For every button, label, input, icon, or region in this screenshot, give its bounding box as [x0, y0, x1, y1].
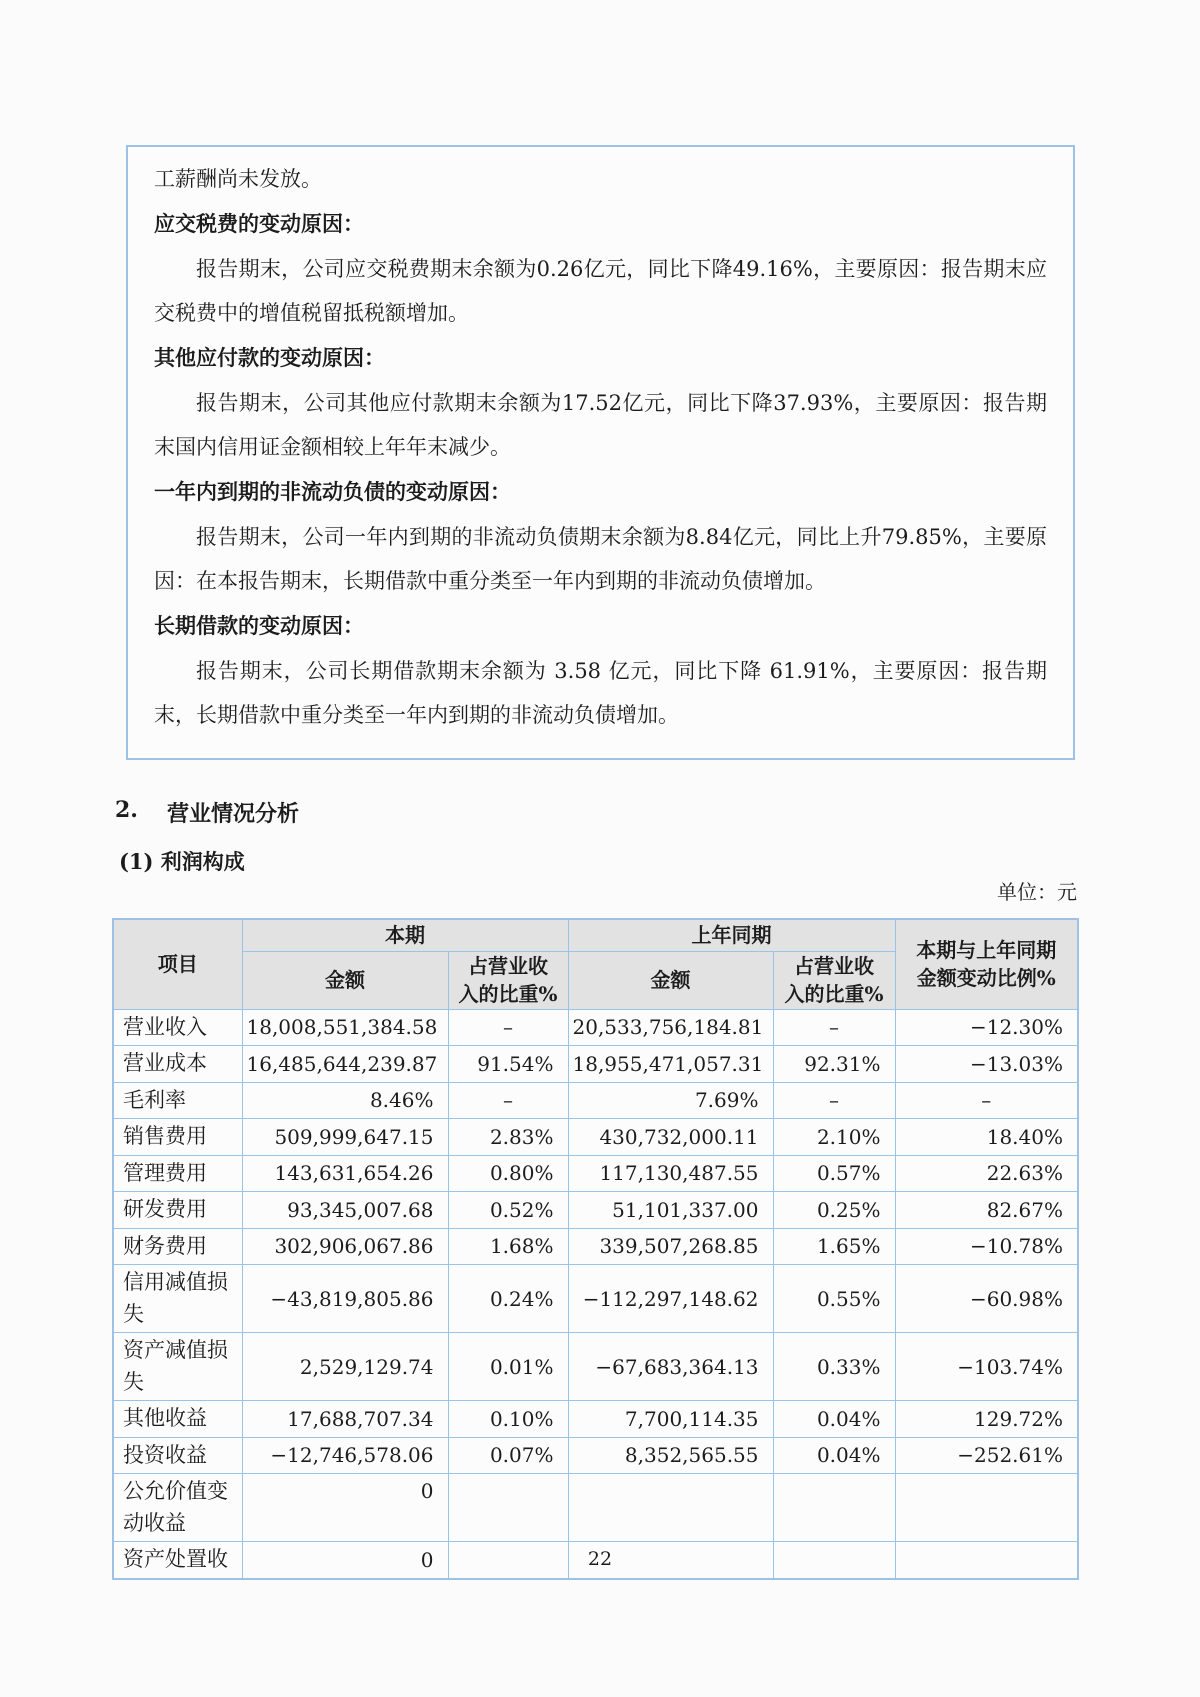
cell-cur-amount: 0 [242, 1542, 448, 1579]
cell-cur-ratio: 0.52% [448, 1192, 568, 1229]
cell-prior-ratio: 1.65% [773, 1228, 895, 1265]
cell-change: – [895, 1082, 1078, 1119]
header-current-amount: 金额 [242, 951, 448, 1009]
table-row [113, 1119, 1078, 1156]
row-item: 财务费用 [113, 1228, 242, 1265]
cell-cur-amount: 143,631,654.26 [242, 1155, 448, 1192]
row-item: 资产减值损失 [113, 1333, 242, 1401]
header-current-ratio [448, 951, 568, 1009]
cell-cur-amount: 17,688,707.34 [242, 1401, 448, 1438]
cell-cur-amount: 93,345,007.68 [242, 1192, 448, 1229]
heading-tax-payable-reason: 应交税费的变动原因： [154, 211, 364, 236]
header-item: 项目 [113, 919, 242, 1009]
table-row [113, 1046, 1078, 1083]
row-item: 研发费用 [113, 1192, 242, 1229]
paragraph-noncurrent-liabilities: 报告期末，公司一年内到期的非流动负债期末余额为8.84亿元，同比上升79.85%，主要原因：在本报告期末，长期借款中重分类至一年内到期的非流动负债增加。 [154, 525, 1047, 593]
cell-prior-amount: −112,297,148.62 [568, 1265, 773, 1333]
cell-change: −60.98% [895, 1265, 1078, 1333]
cell-cur-amount: 509,999,647.15 [242, 1119, 448, 1156]
cell-prior-amount: −67,683,364.13 [568, 1333, 773, 1401]
cell-prior-amount: 20,533,756,184.81 [568, 1009, 773, 1046]
cell-prior-ratio: 2.10% [773, 1119, 895, 1156]
cell-prior-amount: 7.69% [568, 1082, 773, 1119]
cell-prior-ratio: 0.04% [773, 1437, 895, 1474]
cell-prior-amount: 430,732,000.11 [568, 1119, 773, 1156]
cell-cur-ratio: – [448, 1009, 568, 1046]
cell-cur-ratio: 91.54% [448, 1046, 568, 1083]
cell-prior-ratio: 0.57% [773, 1155, 895, 1192]
cell-change: −13.03% [895, 1046, 1078, 1083]
header-prior-ratio-line1: 占营业收 [794, 954, 874, 978]
heading-longterm-loans-reason: 长期借款的变动原因： [154, 613, 364, 638]
cell-prior-amount: 8,352,565.55 [568, 1437, 773, 1474]
row-item: 投资收益 [113, 1437, 242, 1474]
cell-cur-amount: 16,485,644,239.87 [242, 1046, 448, 1083]
cell-change: −252.61% [895, 1437, 1078, 1474]
table-row [113, 1009, 1078, 1046]
header-current-period: 本期 [242, 919, 568, 951]
table-row [113, 1474, 1078, 1542]
header-change-ratio-line2: 金额变动比例% [916, 966, 1056, 991]
cell-prior-amount: 51,101,337.00 [568, 1192, 773, 1229]
header-prior-ratio [773, 951, 895, 1009]
cell-cur-ratio: 1.68% [448, 1228, 568, 1265]
cell-cur-ratio: 0.10% [448, 1401, 568, 1438]
cell-change: 82.67% [895, 1192, 1078, 1229]
cell-prior-amount [568, 1474, 773, 1542]
heading-other-payables-reason: 其他应付款的变动原因： [154, 345, 385, 370]
row-item: 其他收益 [113, 1401, 242, 1438]
cell-prior-amount: 18,955,471,057.31 [568, 1046, 773, 1083]
row-item: 公允价值变动收益 [113, 1474, 242, 1542]
heading-noncurrent-liabilities-reason: 一年内到期的非流动负债的变动原因： [154, 479, 511, 504]
cell-cur-amount: 302,906,067.86 [242, 1228, 448, 1265]
header-change-ratio-line1: 本期与上年同期 [916, 938, 1057, 963]
row-item: 营业成本 [113, 1046, 242, 1083]
header-current-ratio-line2: 入的比重% [458, 982, 558, 1006]
profit-composition-table [112, 918, 1079, 1580]
section-heading [115, 797, 299, 828]
cell-prior-ratio: – [773, 1082, 895, 1119]
section-number: 2. [115, 797, 138, 823]
table-row [113, 1333, 1078, 1401]
table-header-row-1 [113, 919, 1078, 951]
section-title: 营业情况分析 [167, 801, 300, 827]
cell-prior-ratio [773, 1474, 895, 1542]
cell-change: −10.78% [895, 1228, 1078, 1265]
row-item: 管理费用 [113, 1155, 242, 1192]
cell-prior-ratio: 92.31% [773, 1046, 895, 1083]
cell-prior-ratio: 0.04% [773, 1401, 895, 1438]
row-item: 资产处置收 [113, 1542, 242, 1579]
cell-cur-ratio: 0.80% [448, 1155, 568, 1192]
paragraph-tax-payable: 报告期末，公司应交税费期末余额为0.26亿元，同比下降49.16%，主要原因：报告期末应交税费中的增值税留抵税额增加。 [154, 257, 1047, 325]
cell-prior-ratio: 0.33% [773, 1333, 895, 1401]
cell-change: −103.74% [895, 1333, 1078, 1401]
paragraph-other-payables: 报告期末，公司其他应付款期末余额为17.52亿元，同比下降37.93%，主要原因：报告期末国内信用证金额相较上年年末减少。 [154, 391, 1047, 459]
cell-cur-amount: 18,008,551,384.58 [242, 1009, 448, 1046]
cell-change: 22.63% [895, 1155, 1078, 1192]
row-item: 毛利率 [113, 1082, 242, 1119]
cell-cur-ratio: 0.24% [448, 1265, 568, 1333]
unit-label: 单位：元 [997, 880, 1077, 904]
cell-prior-amount: 339,507,268.85 [568, 1228, 773, 1265]
cell-cur-ratio [448, 1474, 568, 1542]
cell-cur-amount: 2,529,129.74 [242, 1333, 448, 1401]
table-row [113, 1437, 1078, 1474]
header-current-ratio-line1: 占营业收 [468, 954, 548, 978]
change-reasons-box [126, 145, 1075, 760]
header-prior-ratio-line2: 入的比重% [784, 982, 884, 1006]
header-prior-amount: 金额 [568, 951, 773, 1009]
cell-cur-ratio: 2.83% [448, 1119, 568, 1156]
cell-prior-amount: 117,130,487.55 [568, 1155, 773, 1192]
subsection-heading: (1) 利润构成 [119, 849, 245, 874]
table-row [113, 1155, 1078, 1192]
cell-prior-ratio: 0.25% [773, 1192, 895, 1229]
cell-change: 18.40% [895, 1119, 1078, 1156]
cell-cur-amount: −12,746,578.06 [242, 1437, 448, 1474]
row-item: 信用减值损失 [113, 1265, 242, 1333]
table-row [113, 1265, 1078, 1333]
paragraph-salary-continuation: 工薪酬尚未发放。 [154, 167, 322, 191]
cell-prior-ratio: 0.55% [773, 1265, 895, 1333]
row-item: 销售费用 [113, 1119, 242, 1156]
cell-prior-amount: 7,700,114.35 [568, 1401, 773, 1438]
cell-change: 129.72% [895, 1401, 1078, 1438]
header-prior-period: 上年同期 [568, 919, 895, 951]
paragraph-longterm-loans: 报告期末，公司长期借款期末余额为 3.58 亿元，同比下降 61.91%，主要原因：报告期末，长期借款中重分类至一年内到期的非流动负债增加。 [154, 659, 1047, 727]
table-row [113, 1082, 1078, 1119]
cell-change [895, 1474, 1078, 1542]
cell-prior-ratio: – [773, 1009, 895, 1046]
table-row [113, 1401, 1078, 1438]
table-row [113, 1228, 1078, 1265]
cell-change: −12.30% [895, 1009, 1078, 1046]
header-change-ratio [895, 919, 1078, 1009]
cell-cur-ratio: 0.01% [448, 1333, 568, 1401]
cell-cur-amount: −43,819,805.86 [242, 1265, 448, 1333]
table-row [113, 1192, 1078, 1229]
cell-cur-amount: 8.46% [242, 1082, 448, 1119]
page-number: 22 [587, 1548, 613, 1570]
cell-cur-ratio: – [448, 1082, 568, 1119]
row-item: 营业收入 [113, 1009, 242, 1046]
cell-cur-amount: 0 [242, 1474, 448, 1542]
cell-cur-ratio: 0.07% [448, 1437, 568, 1474]
